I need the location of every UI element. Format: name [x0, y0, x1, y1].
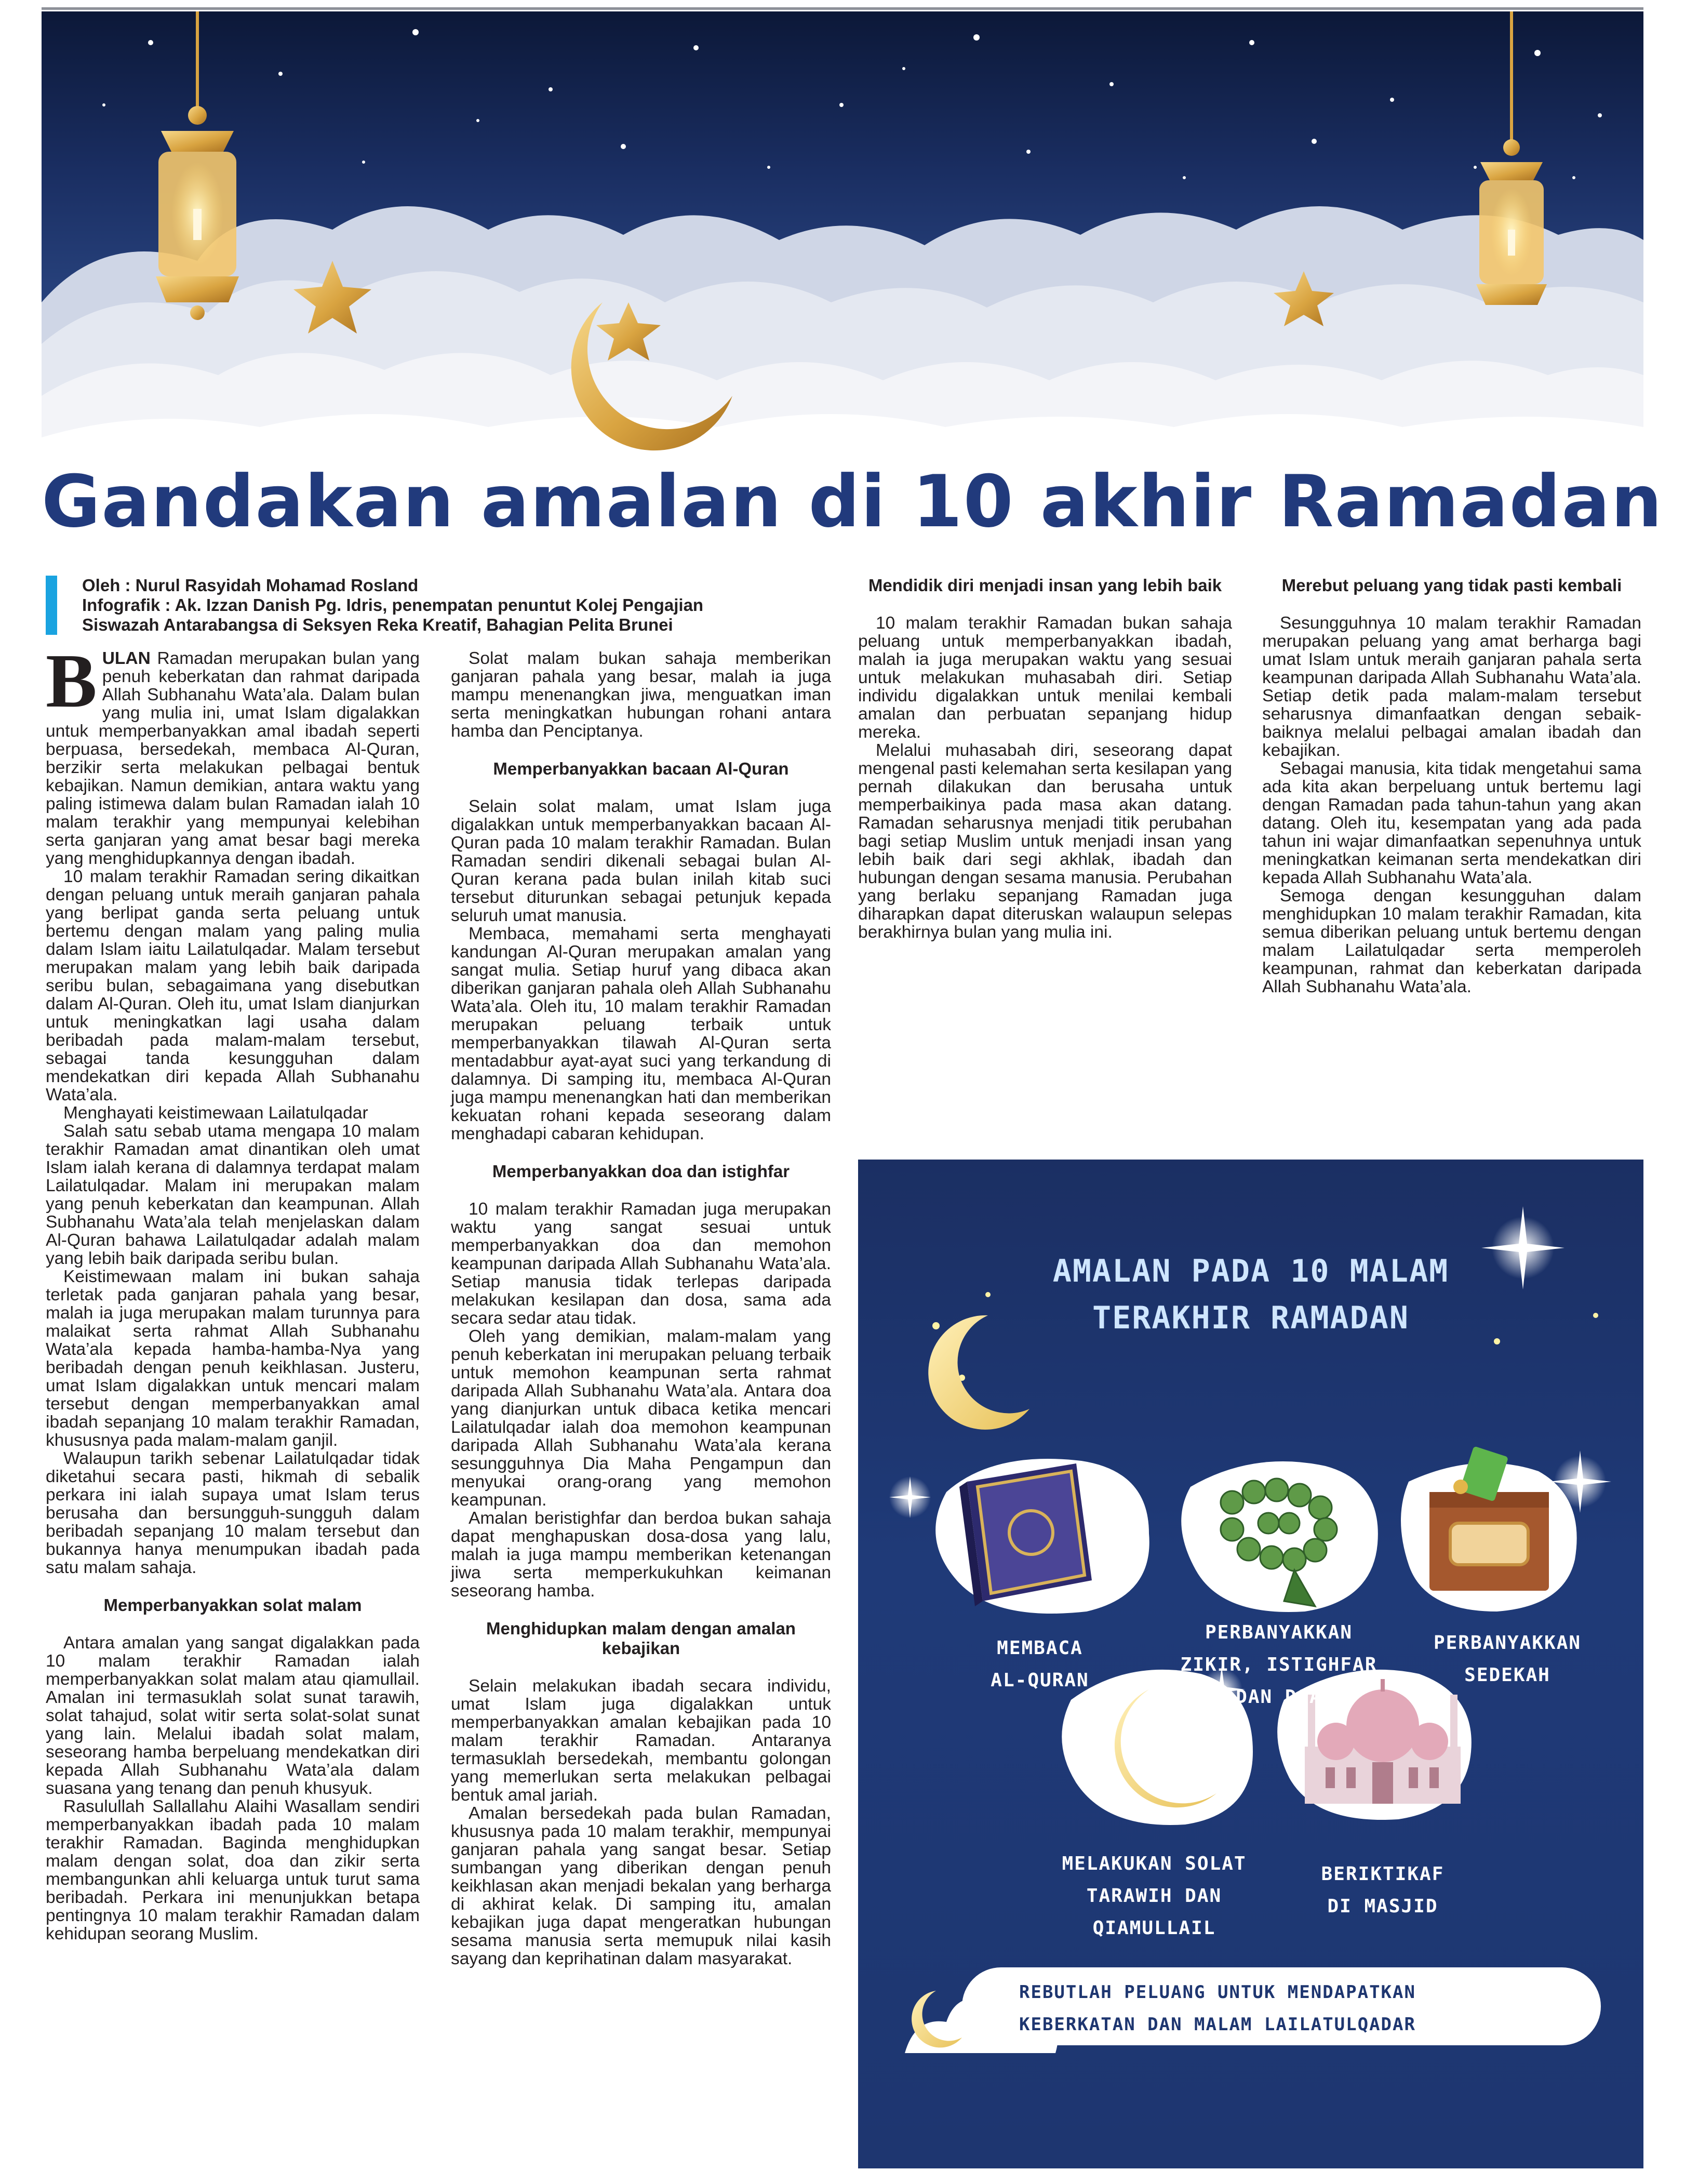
- paragraph: Semoga dengan kesungguhan dalam menghidupkan 10 malam terakhir Ramadan, kita semua diberikan peluang untuk bertemu dengan malam Lailatulqadar serta memperoleh keampunan, rahmat dan keberkatan daripada Allah Subhanahu Wata’ala.: [1262, 886, 1641, 996]
- footer-line-1: REBUTLAH PELUANG UNTUK MENDAPATKAN: [1019, 1982, 1416, 2003]
- paragraph: Amalan bersedekah pada bulan Ramadan, khususnya pada 10 malam terakhir, mempunyai ganjaran pahala yang sangat besar. Setiap sumbangan yang diberikan dengan penuh keikhlasan akan menjadi bekalan yang berharga di akhirat kelak. Di samping itu, amalan kebajikan juga dapat mengeratkan hubungan sesama manusia serta memupuk nilai kasih sayang dan keprihatinan dalam masyarakat.: [451, 1804, 831, 1968]
- paragraph: 10 malam terakhir Ramadan sering dikaitkan dengan peluang untuk meraih ganjaran pahala yang berlipat ganda serta peluang untuk bertemu dengan malam yang paling mulia dalam Islam iaitu Lailatulqadar. Malam tersebut merupakan malam yang lebih baik daripada seribu bulan, sebagaimana yang disebutkan dalam Al-Quran. Oleh itu, umat Islam dianjurkan untuk meningkatkan lagi usaha dalam beribadah pada malam-malam tersebut, sebagai tanda kesungguhan dalam mendekatkan diri kepada Allah Subhanahu Wata’ala.: [46, 867, 420, 1104]
- paragraph: 10 malam terakhir Ramadan bukan sahaja peluang untuk memperbanyakkan ibadah, malah ia juga merupakan waktu yang sesuai untuk melakukan muhasabah diri. Setiap individu digalakkan untuk menilai kembali amalan dan perbuatan sepanjang hidup mereka.: [858, 614, 1232, 742]
- paragraph: Selain solat malam, umat Islam juga digalakkan untuk memperbanyakkan bacaan Al-Quran pada 10 malam terakhir Ramadan. Bulan Ramadan sendiri dikenali sebagai bulan Al-Quran kerana pada bulan inilah kitab suci tersebut diturunkan sebagai petunjuk kepada seluruh umat manusia.: [451, 797, 831, 925]
- subheading-kebajikan: Menghidupkan malam dengan amalan kebajikan: [486, 1619, 796, 1658]
- infographic-title-1: AMALAN PADA 10 MALAM: [1052, 1253, 1449, 1289]
- label-line: DI MASJID: [1327, 1896, 1438, 1917]
- paragraph: Melalui muhasabah diri, seseorang dapat mengenal pasti kelemahan serta kesilapan yang pernah dilakukan dan berusaha untuk memperbaikinya pada masa akan datang. Ramadan seharusnya menjadi titik perubahan bagi setiap Muslim untuk menjadi insan yang lebih baik dari segi akhlak, ibadah dan hubungan dengan sesama manusia. Perubahan yang berlaku sepanjang Ramadan juga diharapkan dapat diteruskan walaupun selepas berakhirnya bulan yang mulia ini.: [858, 741, 1232, 942]
- item-solat-label: [1029, 1848, 1279, 1945]
- infographic-title-2: TERAKHIR RAMADAN: [1092, 1300, 1409, 1336]
- article-column-4: [1262, 576, 1641, 996]
- banner-art: [42, 11, 1643, 469]
- subheading-mendidik: Mendidik diri menjadi insan yang lebih baik: [868, 576, 1222, 595]
- paragraph: Menghayati keistimewaan Lailatulqadar: [63, 1103, 368, 1123]
- intro-lead: ULAN: [102, 649, 151, 668]
- label-line: DAN DOA: [1236, 1686, 1322, 1708]
- item-zikir-label: [1154, 1617, 1403, 1713]
- paragraph: Sesungguhnya 10 malam terakhir Ramadan merupakan peluang yang amat berharga bagi umat Islam untuk meraih ganjaran pahala serta keampunan daripada Allah Subhanahu Wata’ala. Setiap detik pada malam-malam tersebut seharusnya dimanfaatkan dengan sebaik-baiknya melalui pelbagai amalan ibadah dan kebajikan.: [1262, 614, 1641, 760]
- paragraph: Rasulullah Sallallahu Alaihi Wasallam sendiri memperbanyakkan ibadah pada 10 malam terakhir Ramadan. Baginda menghidupkan malam dengan solat, doa dan zikir serta membangunkan ahli keluarga untuk turut sama beribadah. Perkara ini menunjukkan betapa pentingnya 10 malam terakhir Ramadan dalam kehidupan seorang Muslim.: [46, 1797, 420, 1943]
- page-title: Gandakan amalan di 10 akhir Ramadan: [42, 460, 1663, 543]
- article-column-2: [451, 649, 831, 1968]
- label-line: MEMBACA: [997, 1637, 1083, 1659]
- label-line: PERBANYAKKAN: [1433, 1632, 1582, 1654]
- label-line: AL-QURAN: [991, 1670, 1089, 1691]
- item-iktikaf-label: [1274, 1858, 1492, 1923]
- item-quran-label: [920, 1632, 1159, 1697]
- item-sedekah-label: [1393, 1627, 1622, 1692]
- label-line: ZIKIR, ISTIGHFAR: [1180, 1654, 1378, 1675]
- drop-cap: B: [46, 638, 97, 724]
- paragraph: Oleh yang demikian, malam-malam yang penuh keberkatan ini merupakan peluang terbaik untuk memohon keampunan serta rahmat daripada Allah Subhanahu Wata’ala. Antara doa yang dianjurkan untuk dibaca ketika mencari Lailatulqadar ialah doa memohon keampunan daripada Allah Subhanahu Wata’ala kerana sesungguhnya Dia Maha Pengampun dan menyukai orang-orang yang memohon keampunan.: [451, 1327, 831, 1510]
- paragraph: Salah satu sebab utama mengapa 10 malam terakhir Ramadan amat dinantikan oleh umat Islam ialah kerana di dalamnya terdapat malam Lailatulqadar. Malam ini merupakan malam yang penuh keberkatan dan keampunan. Allah Subhanahu Wata’ala telah menjelaskan dalam Al-Quran bahawa Lailatulqadar adalah malam yang lebih baik daripada seribu bulan.: [46, 1122, 420, 1268]
- subheading-merebut: Merebut peluang yang tidak pasti kembali: [1281, 576, 1622, 595]
- label-line: BERIKTIKAF: [1321, 1863, 1445, 1885]
- paragraph: Walaupun tarikh sebenar Lailatulqadar tidak diketahui secara pasti, hikmah di sebalik perkara ini ialah supaya umat Islam terus berusaha dan bersungguh-sungguh dalam beribadah sepanjang 10 malam tersebut dan bukannya hanya menumpukan ibadah pada satu malam sahaja.: [46, 1449, 420, 1577]
- subheading-quran: Memperbanyakkan bacaan Al-Quran: [493, 759, 789, 778]
- label-line: MELAKUKAN SOLAT: [1062, 1853, 1247, 1874]
- byline-infographic-cont: Siswazah Antarabangsa di Seksyen Reka Kreatif, Bahagian Pelita Brunei: [82, 615, 673, 634]
- paragraph: Solat malam bukan sahaja memberikan ganjaran pahala yang besar, malah ia juga mampu menenangkan jiwa, menguatkan iman serta meningkatkan hubungan rohani antara hamba dan Penciptanya.: [451, 649, 831, 741]
- paragraph: Sebagai manusia, kita tidak mengetahui sama ada kita akan berpeluang untuk bertemu lagi dengan Ramadan pada tahun-tahun yang akan datang. Oleh itu, kesempatan yang ada pada tahun ini wajar dimanfaatkan sepenuhnya untuk meningkatkan keimanan serta mendekatkan diri kepada Allah Subhanahu Wata’ala.: [1262, 759, 1641, 887]
- donation-box-icon: [1429, 1446, 1549, 1591]
- paragraph: Membaca, memahami serta menghayati kandungan Al-Quran merupakan amalan yang sangat mulia. Setiap huruf yang dibaca akan diberikan ganjaran pahala oleh Allah Subhanahu Wata’ala. Oleh itu, 10 malam terakhir Ramadan merupakan peluang terbaik untuk memperbanyakkan tilawah Al-Quran serta mentadabbur ayat-ayat suci yang terkandung di dalamnya. Di samping itu, membaca Al-Quran juga mampu menenangkan hati dan memberikan kekuatan rohani kepada seseorang dalam menghadapi cabaran kehidupan.: [451, 924, 831, 1143]
- label-line: PERBANYAKKAN: [1205, 1622, 1353, 1643]
- subheading-solat: Memperbanyakkan solat malam: [103, 1595, 362, 1615]
- infographic-panel: [858, 1160, 1643, 2168]
- intro-paragraph: [46, 638, 420, 868]
- paragraph: Antara amalan yang sangat digalakkan pada 10 malam terakhir Ramadan ialah memperbanyakkan solat malam atau qiamullail. Amalan ini termasuklah solat sunat tarawih, solat tahajud, solat witir serta solat-solat sunat yang lain. Melalui ibadah solat malam, seseorang hamba berpeluang mendekatkan diri kepada Allah Subhanahu Wata’ala dalam suasana yang tenang dan penuh khusyuk.: [46, 1633, 420, 1798]
- paragraph: Selain melakukan ibadah secara individu, umat Islam juga digalakkan untuk memperbanyakkan amalan kebajikan pada 10 malam terakhir Ramadan. Antaranya termasuklah bersedekah, membantu golongan yang memerlukan serta melakukan pelbagai bentuk amal jariah.: [451, 1676, 831, 1805]
- byline-author: Oleh : Nurul Rasyidah Mohamad Rosland: [82, 576, 419, 595]
- top-rule: [42, 7, 1643, 10]
- footer-line-2: KEBERKATAN DAN MALAM LAILATULQADAR: [1019, 2014, 1416, 2035]
- article-column-3: [858, 576, 1232, 941]
- paragraph: 10 malam terakhir Ramadan juga merupakan waktu yang sangat sesuai untuk memperbanyakkan doa dan memohon keampunan daripada Allah Subhanahu Wata’ala. Setiap manusia tidak terlepas daripada melakukan kesilapan dan dosa, sama ada secara sedar atau tidak.: [451, 1200, 831, 1328]
- paragraph: Amalan beristighfar dan berdoa bukan sahaja dapat menghapuskan dosa-dosa yang lalu, malah ia juga mampu memberikan ketenangan jiwa serta memperkukuhkan keimanan seseorang hamba.: [451, 1509, 831, 1601]
- label-line: SEDEKAH: [1464, 1664, 1550, 1686]
- lantern-left: [156, 11, 239, 320]
- label-line: QIAMULLAIL: [1092, 1917, 1216, 1939]
- subheading-doa: Memperbanyakkan doa dan istighfar: [492, 1162, 790, 1181]
- paragraph: Keistimewaan malam ini bukan sahaja terletak pada ganjaran pahala yang besar, malah ia juga merupakan malam turunnya para malaikat serta rahmat Allah Subhanahu Wata’ala kepada hamba-hamba-Nya yang beribadah dengan penuh keikhlasan. Justeru, umat Islam digalakkan untuk mencari malam tersebut dengan memperbanyakkan amal ibadah sepanjang 10 malam terakhir Ramadan, khususnya pada malam-malam ganjil.: [46, 1267, 420, 1450]
- label-line: TARAWIH DAN: [1086, 1885, 1222, 1907]
- star-field: [102, 29, 1602, 179]
- byline: [46, 576, 851, 635]
- cloud-layer: [42, 206, 1643, 469]
- article-column-1: [46, 638, 420, 1943]
- ramadan-banner-illustration: [42, 11, 1643, 469]
- byline-infographic: Infografik : Ak. Izzan Danish Pg. Idris, penempatan penuntut Kolej Pengajian: [82, 595, 704, 615]
- intro-text: Ramadan merupakan bulan yang penuh keberkatan dan rahmat daripada Allah Subhanahu Wata’ala. Dalam bulan yang mulia ini, umat Islam digalakkan untuk memperbanyakkan amal ibadah seperti berpuasa, bersedekah, membaca Al-Quran, berzikir serta melakukan pelbagai bentuk kebajikan. Namun demikian, antara waktu yang paling istimewa dalam bulan Ramadan ialah 10 malam terakhir yang mempunyai kelebihan serta ganjaran yang amat besar bagi mereka yang menghidupkannya dengan ibadah.: [46, 649, 420, 868]
